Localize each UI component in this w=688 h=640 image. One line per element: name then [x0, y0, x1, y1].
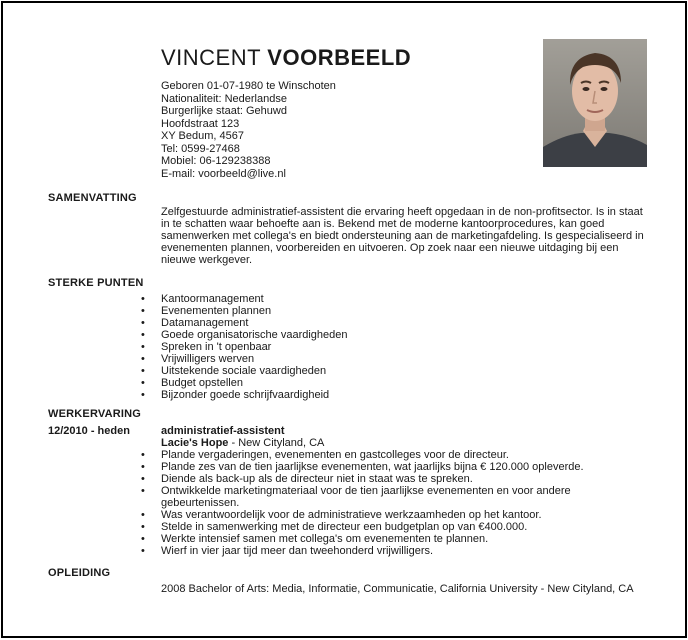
strength-item-text: Evenementen plannen	[161, 305, 272, 317]
strength-item	[141, 317, 651, 329]
duty-item-text: Werkte intensief samen met collega's om evenementen te plannen.	[161, 533, 489, 545]
duty-item	[141, 509, 651, 521]
duty-item	[141, 485, 651, 509]
strength-item-text: Bijzonder goede schrijfvaardigheid	[161, 389, 330, 401]
duty-item	[141, 449, 651, 461]
bullet-marker: •	[141, 545, 145, 557]
strength-item	[141, 329, 651, 341]
strength-item	[141, 293, 651, 305]
duty-item	[141, 521, 651, 533]
strength-item-text: Budget opstellen	[161, 377, 243, 389]
strengths-list	[141, 293, 651, 401]
postal-city: XY Bedum, 4567	[161, 130, 244, 142]
mobile: Mobiel: 06-129238388	[161, 155, 271, 167]
birth-info: Geboren 01-07-1980 te Winschoten	[161, 80, 336, 92]
candidate-name	[161, 45, 411, 71]
strength-item-text: Uitstekende sociale vaardigheden	[161, 365, 327, 377]
strength-item	[141, 377, 651, 389]
company-name: Lacie's Hope	[161, 437, 229, 449]
marital-status: Burgerlijke staat: Gehuwd	[161, 105, 287, 117]
bullet-marker: •	[141, 341, 145, 353]
street-address: Hoofdstraat 123	[161, 117, 240, 130]
strength-item-text: Kantoormanagement	[161, 293, 264, 305]
bullet-marker: •	[141, 317, 145, 329]
education-text: 2008 Bachelor of Arts: Media, Informatie, Communicatie, California University - New Cityland, CA	[161, 583, 634, 595]
resume-page	[1, 1, 687, 638]
nationality: Nationaliteit: Nederlandse	[161, 92, 287, 105]
strength-item-text: Vrijwilligers werven	[161, 353, 255, 365]
summary-heading: SAMENVATTING	[48, 192, 137, 204]
strength-item-text: Spreken in 't openbaar	[161, 341, 272, 353]
strength-item-text: Goede organisatorische vaardigheden	[161, 329, 348, 341]
bullet-marker: •	[141, 461, 145, 473]
bullet-marker: •	[141, 305, 145, 317]
strength-item	[141, 305, 651, 317]
strength-item-text: Datamanagement	[161, 317, 249, 329]
strength-item	[141, 389, 651, 401]
bullet-marker: •	[141, 533, 145, 545]
strength-item	[141, 353, 651, 365]
strengths-heading: STERKE PUNTEN	[48, 277, 144, 289]
duty-item-text: Plande zes van de tien jaarlijkse evenementen, wat jaarlijks bijna € 120.000 opleverde.	[161, 461, 584, 473]
experience-heading: WERKERVARING	[48, 408, 142, 420]
company-location: - New Cityland, CA	[228, 437, 325, 449]
education-heading: OPLEIDING	[48, 567, 111, 579]
duty-item	[141, 545, 651, 557]
experience-entry	[141, 425, 651, 557]
contact-details	[161, 80, 336, 180]
bullet-marker: •	[141, 365, 145, 377]
bullet-marker: •	[141, 377, 145, 389]
bullet-marker: •	[141, 485, 145, 497]
duty-item	[141, 533, 651, 545]
strength-item	[141, 365, 651, 377]
duty-item-text: Wierf in vier jaar tijd meer dan tweehonderd vrijwilligers.	[161, 545, 434, 557]
strength-item	[141, 341, 651, 353]
duty-item	[141, 473, 651, 485]
last-name: VOORBEELD	[267, 45, 412, 70]
experience-date: 12/2010 - heden	[48, 425, 130, 437]
bullet-marker: •	[141, 473, 145, 485]
bullet-marker: •	[141, 293, 145, 305]
email: E-mail: voorbeeld@live.nl	[161, 167, 286, 180]
bullet-marker: •	[141, 329, 145, 341]
duty-item-text: Was verantwoordelijk voor de administratieve werkzaamheden op het kantoor.	[161, 509, 542, 521]
summary-text: Zelfgestuurde administratief-assistent die ervaring heeft opgedaan in de non-profitsector. Is in staat in te schatten waar behoefte aan is. Bekend met de moderne kantoorprocedures, kan goed samenwerken met collega's en biedt ondersteuning aan de marketingafdeling. Is gespecialiseerd in evenementen plannen, voorbereiden en uitvoeren. Op zoek naar een nieuwe uitdaging bij een nieuwe werkgever.	[161, 206, 644, 266]
bullet-marker: •	[141, 521, 145, 533]
duty-item-text: Plande vergaderingen, evenementen en gastcolleges voor de directeur.	[161, 449, 509, 461]
bullet-marker: •	[141, 449, 145, 461]
duty-item-text: Diende als back-up als de directeur niet in staat was te spreken.	[161, 473, 473, 485]
employer-line	[161, 437, 651, 449]
bullet-marker: •	[141, 509, 145, 521]
phone: Tel: 0599-27468	[161, 142, 240, 155]
bullet-marker: •	[141, 389, 145, 401]
duty-item	[141, 461, 651, 473]
job-title: administratief-assistent	[161, 425, 285, 437]
first-name: VINCENT	[161, 45, 261, 70]
bullet-marker: •	[141, 353, 145, 365]
duty-item-text: Ontwikkelde marketingmateriaal voor de tien jaarlijkse evenementen en voor andere gebeurtenissen.	[161, 485, 571, 509]
duty-item-text: Stelde in samenwerking met de directeur een budgetplan op van €400.000.	[161, 521, 528, 533]
profile-photo	[543, 39, 647, 167]
